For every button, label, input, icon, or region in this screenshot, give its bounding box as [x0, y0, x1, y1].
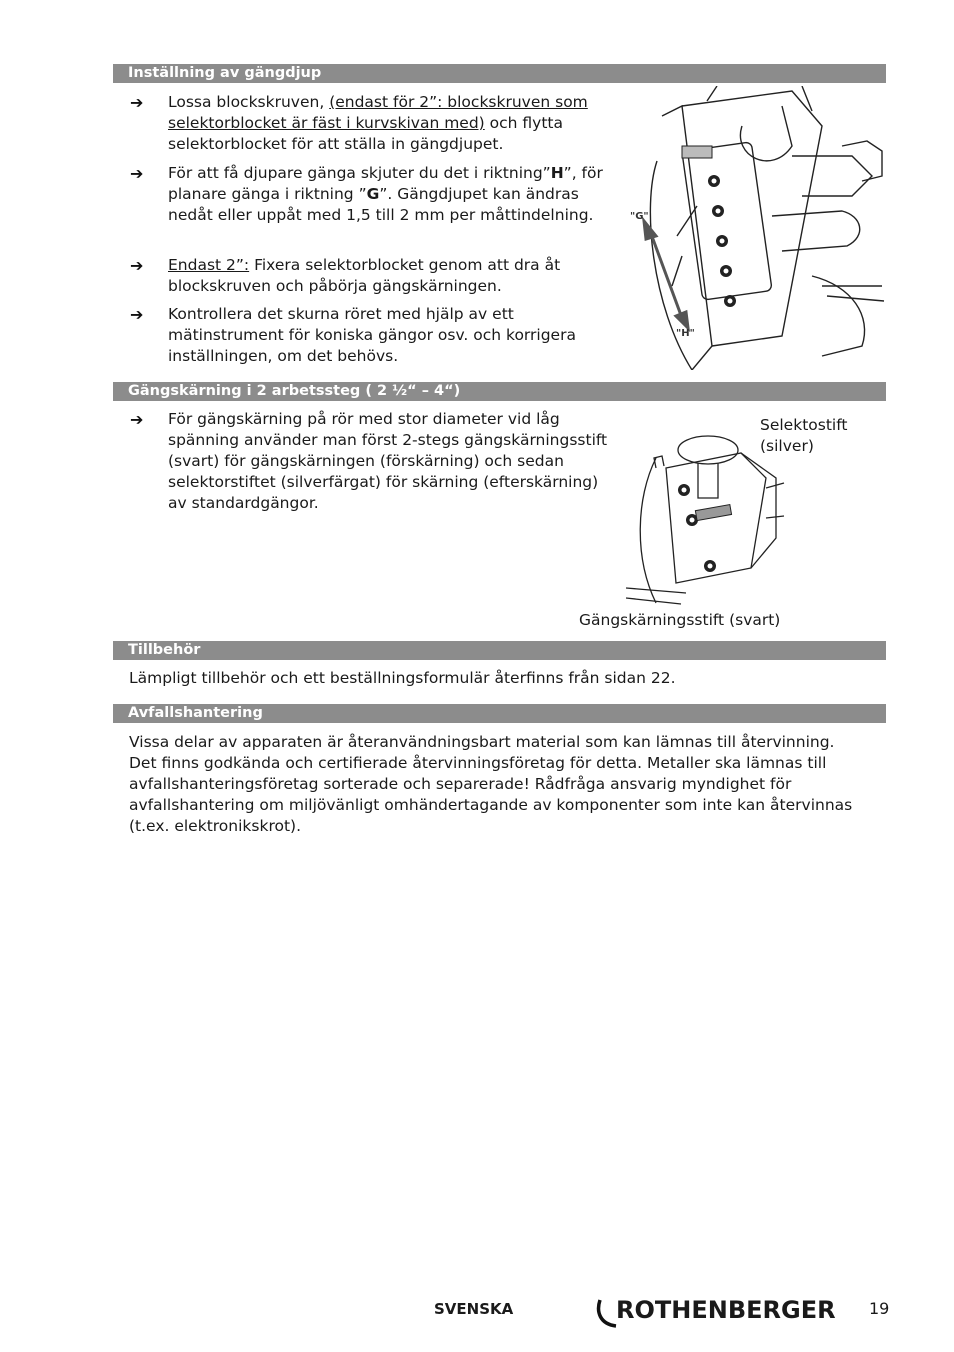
section-header-accessories: Tillbehör [113, 641, 886, 660]
text: Lossa blockskruven, [168, 93, 330, 111]
section-header-thread-depth: Inställning av gängdjup [113, 64, 886, 83]
arrow-right-icon: ➔ [130, 256, 144, 275]
text: För gängskärning på rör med stor diameter vid låg spänning använder man först 2-stegs gängskärningsstift (svart) för gängskärningen (förskärning) och sedan selektorstiftet (silverfärgat) för skärning (efterskärning) av standardgängor. [168, 410, 608, 512]
caption-line: Selektostift [760, 416, 848, 434]
bold-text: H [550, 164, 564, 182]
brand-name: ROTHENBERGER [616, 1296, 836, 1324]
text: Fixera selektorblocket genom att dra åt blockskruven och påbörja gängskärningen. [168, 256, 561, 295]
selector-block-illustration [622, 86, 886, 370]
page-number: 19 [869, 1299, 890, 1318]
text: Kontrollera det skurna röret med hjälp av ett mätinstrument för koniska gängor osv. och korrigera inställningen, om det behövs. [168, 305, 576, 365]
list-item [130, 255, 610, 297]
list-item [130, 163, 610, 226]
list-item [130, 92, 610, 155]
figure-caption-threading-pin: Gängskärningsstift (svart) [579, 611, 781, 629]
section-header-disposal: Avfallshantering [113, 704, 886, 723]
text: ”, för planare gänga i riktning ” [168, 164, 603, 203]
list-item [130, 409, 610, 514]
disposal-text: Vissa delar av apparaten är återanvändningsbart material som kan lämnas till återvinning. Det finns godkända och certifierade återvinningsföretag för detta. Metaller ska lämnas till avfallshanteringsföretag sorterade och separerade! Rådfråga ansvarig myndighet för avfallshantering om miljövänligt omhändertagande av komponenter som inte kan återvinnas (t.ex. elektronikskrot). [129, 733, 853, 835]
arrow-right-icon: ➔ [130, 93, 144, 112]
threading-pins-illustration [626, 418, 786, 608]
footer-language: SVENSKA [434, 1300, 514, 1318]
direction-g-label: "G" [630, 211, 649, 222]
text: För att få djupare gänga skjuter du det i riktning” [168, 164, 551, 182]
underlined-text: Endast 2”: [168, 256, 250, 274]
caption-line: (silver) [760, 437, 814, 455]
section-header-two-step-threading: Gängskärning i 2 arbetssteg ( 2 ½“ – 4“) [113, 382, 886, 401]
list-item [130, 304, 610, 367]
text: ”. Gängdjupet kan ändras nedåt eller uppåt med 1,5 till 2 mm per måttindelning. [168, 185, 594, 224]
arrow-right-icon: ➔ [130, 164, 144, 183]
logo-swoosh-icon [596, 1298, 618, 1328]
arrow-right-icon: ➔ [130, 305, 144, 324]
text: och flytta selektorblocket för att ställa in gängdjupet. [168, 114, 563, 153]
accessories-text: Lämpligt tillbehör och ett beställningsformulär återfinns från sidan 22. [129, 669, 676, 687]
rothenberger-logo [596, 1296, 836, 1324]
underlined-text: (endast för 2”: blockskruven som selektorblocket är fäst i kurvskivan med) [168, 93, 588, 132]
arrow-right-icon: ➔ [130, 410, 144, 429]
direction-h-label: "H" [676, 328, 695, 339]
bold-text: G [366, 185, 380, 203]
